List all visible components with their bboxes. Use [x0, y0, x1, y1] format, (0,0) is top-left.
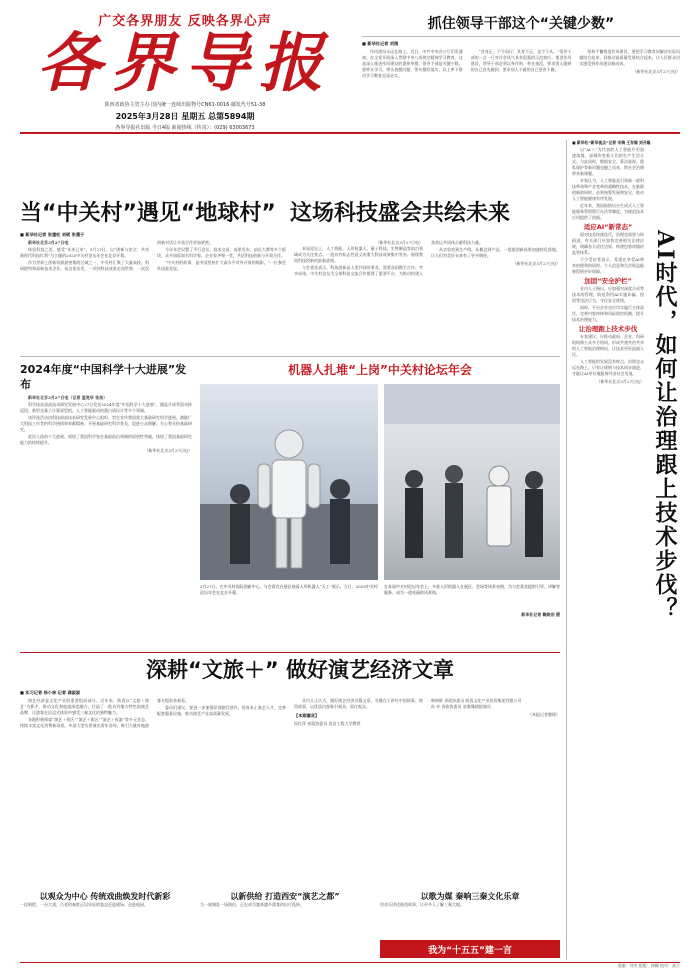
paragraph: 作为世界上创新资源最密集的区域之一，中关村汇聚了大量高校、科研院所和高新技术企业。从这里出发，一项项科技成果走向世界，一次次创新对话让开放合作更加紧密。: [20, 240, 213, 271]
photo-credit: 新华社记者 鞠焕宗 摄: [521, 612, 560, 617]
section-rule: [20, 652, 560, 653]
ai-byline: ■ 新华社“新华视点”记者 宋瑞 王存福 刘开雄: [572, 140, 651, 145]
ai-article: [572, 140, 680, 960]
photo-left: [200, 384, 378, 580]
campaign-banner-text: 我为“十五五”建一言: [428, 945, 512, 956]
paragraph: 面对技术快速迭代，治理也需要与时俱进。有关部门应加快完善相关法律法规，明确各方责任边界，构建包容审慎的监管体系。: [572, 232, 644, 255]
ai-subhead-1: 适应AI“新常态”: [583, 223, 633, 231]
culture-sub-headline: 以歌为媒 秦响三秦文化乐章: [420, 892, 520, 901]
paragraph: “其身正，不令而行；其身不正，虽令不从。”领导干部的一言一行对社会风气具有很强的示范效应。推进作风建设，领导干部必须以身作则、率先垂范，要求别人做到的自己首先做到，要求别人不做的自己坚决不做。: [470, 49, 572, 72]
paragraph: 同时，平台企业也应切实履行主体责任，完善内容审核和风险防控机制，提升技术治理能力。: [572, 305, 644, 322]
masthead-slogan: 广交各界朋友 反映各界心声: [98, 14, 272, 29]
ai-vertical-headline: AI时代，如何让治理跟上技术步伐？: [652, 230, 678, 622]
ai-source: （新华社北京3月27日电）: [596, 379, 644, 384]
guest-3: 孙 亦 省政协委员 省歌舞剧院演员: [431, 704, 491, 709]
lead-source-b: （新华社北京3月27日电）: [512, 261, 560, 266]
expo-photo: [384, 384, 560, 580]
robot-photo: [200, 384, 378, 580]
paragraph: 专家建议，应推动政府、企业、科研机构和公众多方协同，形成共建共治共享的人工智能治理格局，让技术更好造福人民。: [572, 334, 644, 357]
commentary-headline: 抓住领导干部这个“关键少数”: [427, 16, 615, 32]
masthead-title: 各界导报: [37, 26, 333, 101]
top-commentary: [362, 14, 680, 128]
culture-byline: ■ 实习记者 杨小林 记者 龚淑淑: [20, 690, 81, 695]
commentary-body: [362, 49, 680, 125]
culture-sub-1: [20, 892, 190, 908]
paragraph: 科学技术部高技术研究发展中心27日发布2024年度“中国科学十大进展”，涵盖月球背面采样返回、新型光量子计算原型机、人工智能驱动的蛋白质设计等多个领域。: [20, 402, 192, 413]
science-source: （新华社北京3月27日电）: [144, 448, 192, 453]
lead-source-a: （新华社北京3月27日电）: [375, 240, 423, 245]
page-footer: 责编：刘杰 组版：郭卿 校对：高立: [617, 963, 680, 968]
paragraph: 从实验室到生产线，从概念到产品，一批批创新成果加速转化落地，让人们对美好未来有了更多期待。: [431, 247, 560, 258]
paragraph: 本届论坛上，人工智能、人形机器人、量子科技、生物制造等前沿领域成为关注焦点。一批具有标志性意义的重大科技成果集中发布，展现我国科技创新的最新进展。: [294, 246, 423, 263]
paragraph: 专家认为，人工智能是引领新一轮科技革命和产业变革的战略性技术，在鼓励创新的同时，必须统筹发展和安全，推动人工智能健康有序发展。: [572, 178, 644, 201]
lead-columns: [20, 240, 560, 348]
photo-right: [384, 384, 560, 580]
paragraph: 不少受访者表示，希望在享受AI带来的便利的同时，个人信息和合法权益能够得到更好保障。: [572, 257, 644, 274]
culture-sub-text: 为一座城赴一场演出，正在成为越来越多游客的出行选择。: [200, 902, 304, 907]
photo-caption-right: 在本届中关村论坛年会上，多款人形机器人在展区、会场等场景亮相，为与会嘉宾提供引导、讲解等服务，成为一道亮丽的风景线。: [384, 584, 560, 595]
guest-2: 韩海辉 省政协委员 陕西文化产业投资集团有限公司: [431, 698, 522, 703]
ai-subhead-3: 让治理跑上技术步伐: [578, 325, 638, 333]
culture-sub-3: [380, 892, 560, 908]
ai-body: [572, 147, 644, 385]
commentary-byline: ■ 新华社记者 刘翔: [362, 41, 399, 46]
culture-sub-headline: 以观众为中心 传统戏曲焕发时代新彩: [39, 892, 171, 901]
culture-source: （本报记者整理）: [528, 712, 560, 717]
guest-1: 侯红萍 省政协委员 西安工程大学教授: [294, 721, 361, 726]
dateline: 新华社北京3月27日电: [28, 240, 69, 245]
science-headline: 2024年度“中国科学十大进展”发布: [20, 363, 187, 391]
paragraph: 该评选活动由科技部高技术研究发展中心组织，旨在宣传我国重大基础研究科学进展，激励广大科技工作者的科学热情和奉献精神，开展基础研究科学普及，促进公众理解、关心和支持基础研究。: [20, 415, 192, 432]
ai-subhead-2: 加固“安全护栏”: [584, 277, 632, 285]
paragraph: 体验科技之美，感受“未来已来”。3月27日，以“创新与安全：共享新时代科技红利”为主题的2025中关村论坛年会在北京开幕。: [20, 247, 149, 258]
paragraph: 坚持不懈推进作风建设，要把学习教育同解决实际问题结合起来，同推动高质量发展结合起来，让人民群众切实感受到作风建设新成效。: [579, 49, 680, 66]
masthead-rule: [20, 132, 680, 134]
guest-label: 【本期嘉宾】: [294, 713, 320, 718]
paragraph: 各地积极探索“演艺＋景区”“演艺＋街区”“演艺＋夜游”等多元业态，持续丰富文化消费新场景。多部大型实景演出常年驻场，吸引大量外地游客专程前来观看。: [20, 698, 189, 728]
culture-sub-headline: 以新供给 打造西安“演艺之都”: [230, 892, 340, 901]
dateline: 新华社北京3月27日电（记者 温竞华 张泉）: [28, 395, 108, 400]
paragraph: 近年来，我国陆续出台生成式人工智能服务管理暂行办法等制度，为规范技术应用提供了依据。: [572, 203, 644, 220]
paragraph: 演艺经济是文化产业的重要组成部分。近年来，陕西以“文旅＋演艺”为抓手，推动文化和旅游深度融合，打造了一批具有地方特色的演艺品牌，让游客在沉浸式体验中感受三秦文化的独特魅力。: [20, 698, 149, 715]
paragraph: 委员们建议，要进一步加强原创剧目创作，培育本土演艺人才，完善配套服务设施，推动演艺产业高质量发展。: [157, 705, 286, 716]
lead-headline-b: 这场科技盛会共绘未来: [290, 201, 511, 226]
paragraph: 作风建设永远在路上。近日，中共中央办公厅印发通知，在全党开展深入贯彻中央八项规定精神学习教育，这是深入推进作风建设的重要举措。领导干部是关键少数，要带头学习、带头查摆问题、带头整改落实，以上率下推动学习教育走深走实。: [362, 49, 463, 78]
masthead: [20, 10, 350, 131]
paragraph: 与会嘉宾表示，科技创新是人类共同的事业，需要各国携手合作、共享成果。中关村论坛为全球科技交流合作搭建了重要平台，为推动构建人类命运共同体贡献科技力量。: [294, 240, 483, 276]
lead-body: [20, 232, 560, 352]
divider: [20, 356, 560, 357]
paragraph: 业内人士认为，做好演艺经济这篇文章，关键在于讲好中国故事、陕西故事，以优质内容吸引观众、留住观众。: [294, 698, 423, 709]
paragraph: “中关村的故事，是中国坚持扩大高水平对外开放的缩影。”一位参会外国嘉宾说。: [157, 260, 286, 271]
lead-headline-a: 当“中关村”遇见“地球村”: [20, 201, 276, 226]
culture-headline: 深耕“文旅＋” 做好演艺经济文章: [146, 658, 454, 682]
paragraph: 以“AI＋”为代表的人工智能应用加速落地，深刻改变着人们的生产生活方式。与此同时，数据安全、算法歧视、隐私保护等新问题也随之而来，给社会治理带来新课题。: [572, 147, 644, 176]
lead-byline: ■ 新华社记者 张建松 刘硕 张漫子: [20, 232, 85, 237]
culture-sub-text: 用音乐讲述陕西故事，让更多人了解三秦大地。: [380, 902, 464, 907]
paragraph: 业内人士指出，应加强对深度合成等技术的管理，防范利用AI实施诈骗、侵权等违法行为，守住安全底线。: [572, 286, 644, 303]
commentary-source: （新华社北京3月27日电）: [632, 69, 680, 74]
photo-feature: [200, 362, 560, 648]
campaign-banner: [380, 940, 560, 958]
paragraph: 今年年会设置了平行论坛、技术交易、成果发布、前沿大赛等多个板块，众多国际知名科学家、企业家齐聚一堂，共话科技创新与开放合作。: [157, 247, 286, 258]
masthead-phone: 各界导报社出版 今日4版 新闻热线（传真）：(029) 63003673: [115, 125, 255, 131]
photo-caption-left: 3月27日，在中关村国际创新中心，与会嘉宾在展区观看人形机器人“天工”展示。当日，2025中关村论坛年会在北京开幕。: [200, 584, 378, 595]
paragraph: 此次入选的十大进展，展现了我国科学家在基础前沿领域的原创性突破，体现了我国基础研究能力的持续提升。: [20, 434, 192, 445]
photo-headline: 机器人扎堆“上岗”中关村论坛年会: [288, 363, 472, 377]
paragraph: 人工智能的发展没有终点，治理也永远在路上。只有让规则与技术同步演进，才能让AI更好地服务经济社会发展。: [572, 359, 644, 376]
science-news: [20, 362, 192, 648]
culture-sub-text: 一段唱腔、一台大戏，古老的秦腔正以年轻的姿态走进剧场、走进校园。: [20, 902, 148, 907]
masthead-sponsor: 陕西省政协主管主办 国内统一连续出版物号CN61-0016 邮发代号51-38: [104, 102, 266, 108]
culture-sub-2: [200, 892, 370, 908]
science-body: [20, 395, 192, 454]
culture-body: [20, 698, 560, 888]
divider: [362, 36, 680, 37]
divider: [566, 140, 567, 960]
masthead-date: 2025年3月28日 星期五 总第5894期: [115, 112, 255, 121]
